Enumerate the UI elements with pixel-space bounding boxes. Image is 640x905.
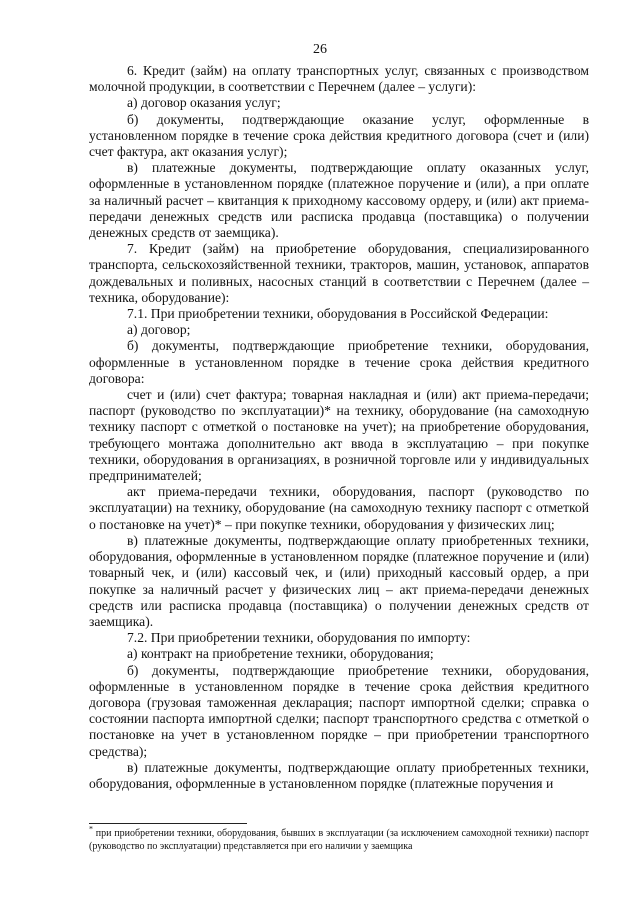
paragraph: 6. Кредит (займ) на оплату транспортных услуг, связанных с производством молочной продукции, в соответствии с Перечнем (далее – услуги):	[89, 63, 589, 95]
footnote-mark: *	[89, 824, 93, 834]
footnote	[89, 824, 589, 853]
paragraph: а) договор;	[127, 322, 191, 338]
paragraph: 7.2. При приобретении техники, оборудования по импорту:	[127, 630, 471, 646]
paragraph: а) контракт на приобретение техники, оборудования;	[127, 646, 434, 662]
paragraph: 7.1. При приобретении техники, оборудования в Российской Федерации:	[127, 306, 549, 322]
paragraph: а) договор оказания услуг;	[127, 95, 281, 111]
document-body	[89, 63, 589, 792]
footnote-divider	[89, 823, 247, 824]
paragraph: 7. Кредит (займ) на приобретение оборудования, специализированного транспорта, сельскохозяйственной техники, тракторов, машин, установок, аппаратов дождевальных и поливных, насосных станций в соответствии с Перечнем (далее – техника, оборудование):	[89, 241, 589, 305]
paragraph: б) документы, подтверждающие приобретение техники, оборудования, оформленные в установленном порядке в течение срока действия кредитного договора:	[89, 338, 589, 386]
paragraph: б) документы, подтверждающие оказание услуг, оформленные в установленном порядке в течение срока действия кредитного договора (счет и (или) счет фактура, акт оказания услуг);	[89, 111, 589, 160]
footnote-text: при приобретении техники, оборудования, бывших в эксплуатации (за исключением самоходной техники) паспорт (руководство по эксплуатации) представляется при его наличии у заемщика	[89, 828, 589, 852]
paragraph: счет и (или) счет фактура; товарная накладная и (или) акт приема-передачи; паспорт (руководство по эксплуатации)* на технику, оборудование (на самоходную технику паспорт с отметкой о постановке на учет); на приобретение оборудования, требующего монтажа дополнительно акт ввода в эксплуатацию – при покупке техники, оборудования в организациях, в розничной торговле или у индивидуальных предпринимателей;	[89, 387, 589, 484]
page-number: 26	[313, 42, 327, 57]
paragraph: б) документы, подтверждающие приобретение техники, оборудования, оформленные в установленном порядке в течение срока действия кредитного договора (грузовая таможенная декларация; паспорт импортной сделки; справка о состоянии паспорта импортной сделки; паспорт транспортного средства с отметкой о постановке на учет в установленном порядке – при приобретении транспортного средства);	[89, 662, 589, 759]
paragraph: в) платежные документы, подтверждающие оплату приобретенных техники, оборудования, оформленные в установленном порядке (платежное поручение и (или) товарный чек, и (или) кассовый чек, и (или) приходный кассовый ордер, а при покупке за наличный расчет у физических лиц – акт приема-передачи денежных средств или расписка продавца (поставщика) о получении денежных средств от заемщика).	[89, 532, 589, 629]
paragraph: в) платежные документы, подтверждающие оплату приобретенных техники, оборудования, оформленные в установленном порядке (платежные поручения и	[89, 759, 589, 791]
paragraph: в) платежные документы, подтверждающие оплату оказанных услуг, оформленные в установленном порядке (платежное поручение и (или), а при оплате за наличный расчет – квитанция к приходному кассовому ордеру, и (или) акт приема-передачи денежных средств или расписка продавца (поставщика) о получении денежных средств от заемщика).	[89, 160, 589, 241]
paragraph: акт приема-передачи техники, оборудования, паспорт (руководство по эксплуатации) на технику, оборудование (на самоходную технику паспорт с отметкой о постановке на учет)* – при покупке техники, оборудования у физических лиц;	[89, 484, 589, 532]
